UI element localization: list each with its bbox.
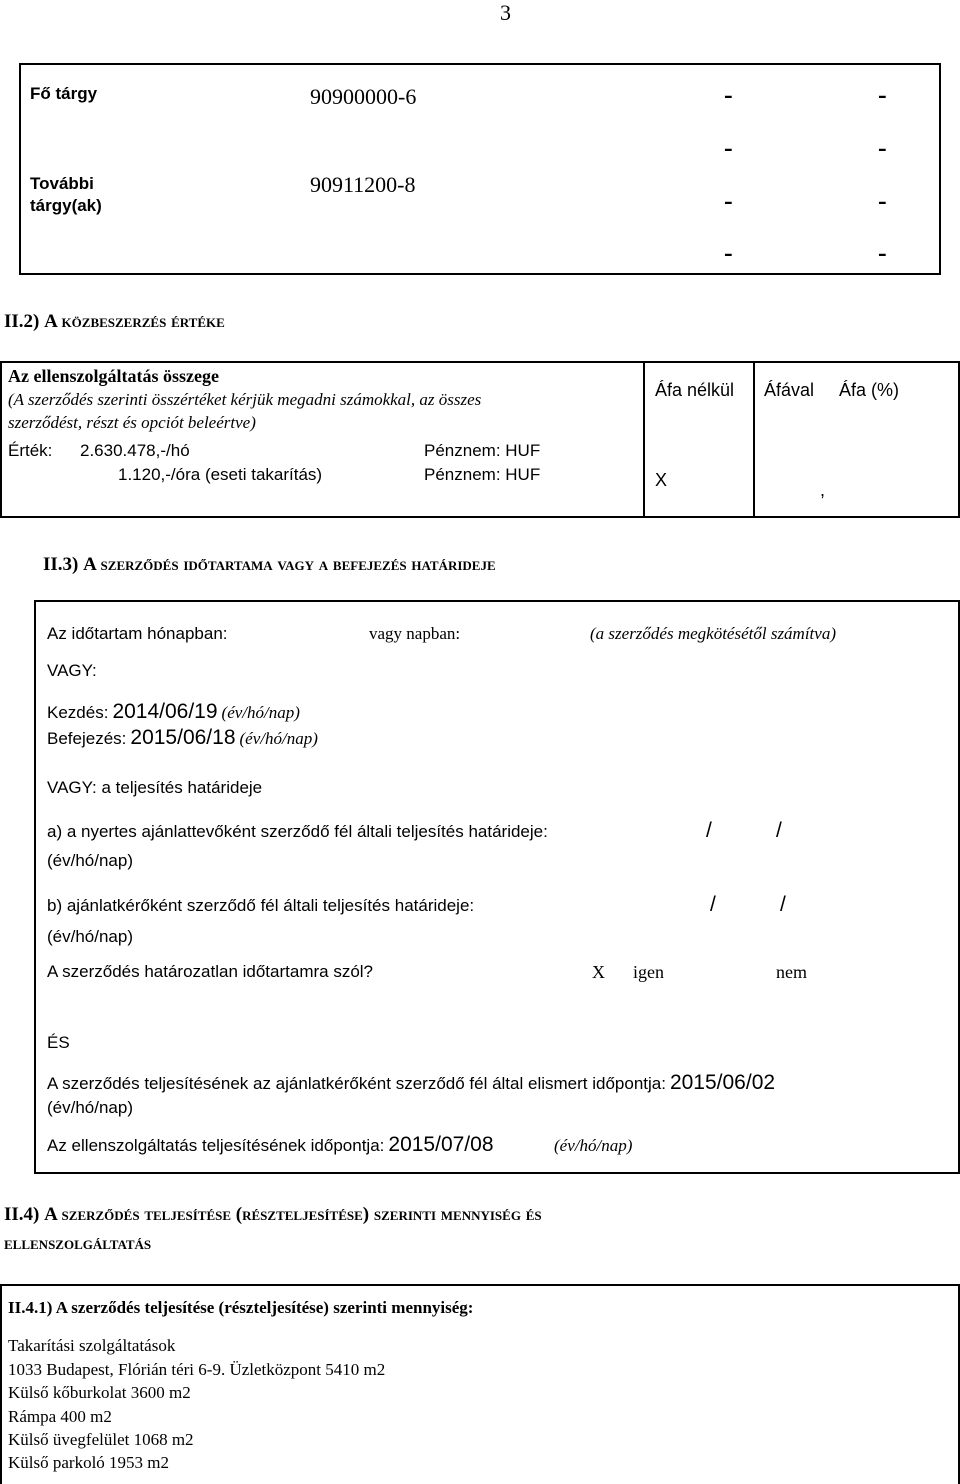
dash: -: [724, 186, 733, 215]
recognized-row: [47, 1071, 775, 1095]
recognized-text: A szerződés teljesítésének az ajánlatkérőként szerződő fél által elismert időpontja:: [47, 1074, 666, 1093]
start-row: [47, 700, 300, 724]
duration-days-label: vagy napban:: [369, 624, 461, 643]
end-label: Befejezés:: [47, 729, 127, 748]
section-number: II.4): [4, 1204, 40, 1225]
quantity-line: Rámpa 400 m2: [8, 1407, 112, 1426]
subject-table: [19, 63, 941, 275]
value-label: Érték:: [8, 441, 53, 460]
dash: -: [878, 186, 887, 215]
dash: -: [878, 80, 887, 109]
date-format: (év/hó/nap): [221, 703, 300, 722]
consideration-date-text: Az ellenszolgáltatás teljesítésének időpontja:: [47, 1136, 385, 1155]
consideration-date: 2015/07/08: [388, 1133, 494, 1156]
section-II2-heading: [4, 311, 225, 333]
date-format: (év/hó/nap): [239, 729, 318, 748]
currency: Pénznem: HUF: [424, 465, 541, 484]
dash: -: [724, 133, 733, 162]
deadline-a-text: a) a nyertes ajánlattevőként szerződő fél általi teljesítés határideje:: [47, 822, 548, 841]
col-with-vat: Áfával: [764, 380, 815, 400]
section-title: A közbeszerzés értéke: [44, 311, 225, 332]
col-no-vat: Áfa nélkül: [655, 380, 735, 400]
dash: -: [878, 238, 887, 267]
consideration-note: (A szerződés szerinti összértéket kérjük megadni számokkal, az összes: [8, 390, 482, 409]
date-slash: /: [780, 893, 786, 916]
quantity-subheading: II.4.1) A szerződés teljesítése (részteljesítése) szerinti mennyiség:: [8, 1298, 474, 1317]
date-format: (év/hó/nap): [47, 927, 133, 946]
dash: -: [724, 238, 733, 267]
main-subject-code: 90900000-6: [310, 84, 417, 109]
duration-note: (a szerződés megkötésétől számítva): [590, 624, 836, 643]
comma: ,: [820, 480, 826, 500]
end-date: 2015/06/18: [130, 726, 236, 749]
and-label: ÉS: [47, 1033, 70, 1052]
value-hourly: 1.120,-/óra (eseti takarítás): [118, 465, 323, 484]
quantity-line: Külső parkoló 1953 m2: [8, 1453, 170, 1472]
date-format: (év/hó/nap): [47, 1098, 133, 1117]
section-title-continued: ellenszolgáltatás: [4, 1233, 152, 1254]
section-title: A szerződés teljesítése (részteljesítése) szerinti mennyiség és: [44, 1204, 542, 1225]
indefinite-question: A szerződés határozatlan időtartamra szól?: [47, 962, 374, 981]
additional-subject-code: 90911200-8: [310, 172, 416, 197]
recognized-date: 2015/06/02: [669, 1071, 776, 1094]
additional-subject-label-line2: tárgy(ak): [30, 196, 102, 215]
date-slash: /: [706, 819, 712, 842]
page-number: 3: [500, 0, 511, 25]
date-format: (év/hó/nap): [47, 851, 133, 870]
divider: [753, 361, 755, 518]
quantity-line: Külső üvegfelület 1068 m2: [8, 1430, 194, 1449]
section-II4-heading: [4, 1204, 542, 1226]
end-row: [47, 726, 318, 750]
no-label: nem: [776, 962, 807, 982]
date-slash: /: [710, 893, 716, 916]
no-vat-mark: X: [655, 470, 668, 490]
deadline-b-text: b) ajánlatkérőként szerződő fél általi teljesítés határideje:: [47, 896, 475, 915]
col-vat-pct: Áfa (%): [839, 380, 900, 400]
quantity-line: Takarítási szolgáltatások: [8, 1336, 176, 1355]
dash: -: [878, 133, 887, 162]
quantity-line: Külső kőburkolat 3600 m2: [8, 1383, 191, 1402]
consideration-title: Az ellenszolgáltatás összege: [8, 366, 219, 386]
quantity-line: 1033 Budapest, Flórián téri 6-9. Üzletközpont 5410 m2: [8, 1360, 386, 1379]
main-subject-label: Fő tárgy: [30, 84, 98, 103]
consideration-row: [47, 1133, 494, 1157]
consideration-note: szerződést, részt és opciót beleértve): [8, 413, 256, 432]
divider: [643, 361, 645, 518]
indefinite-yes-mark: X: [592, 962, 605, 982]
or-label: VAGY:: [47, 661, 97, 680]
section-number: II.3): [43, 554, 79, 575]
duration-months-label: Az időtartam hónapban:: [47, 624, 228, 643]
start-label: Kezdés:: [47, 703, 109, 722]
or-deadline-label: VAGY: a teljesítés határideje: [47, 778, 263, 797]
section-II3-heading: [43, 554, 496, 576]
date-format: (év/hó/nap): [554, 1136, 633, 1155]
date-slash: /: [776, 819, 782, 842]
start-date: 2014/06/19: [112, 700, 218, 723]
currency: Pénznem: HUF: [424, 441, 541, 460]
additional-subject-label-line1: További: [30, 174, 94, 193]
value-monthly: 2.630.478,-/hó: [80, 441, 190, 460]
section-title: A szerződés időtartama vagy a befejezés határideje: [83, 554, 496, 575]
section-number: II.2): [4, 311, 40, 332]
yes-label: igen: [633, 962, 664, 982]
dash: -: [724, 80, 733, 109]
